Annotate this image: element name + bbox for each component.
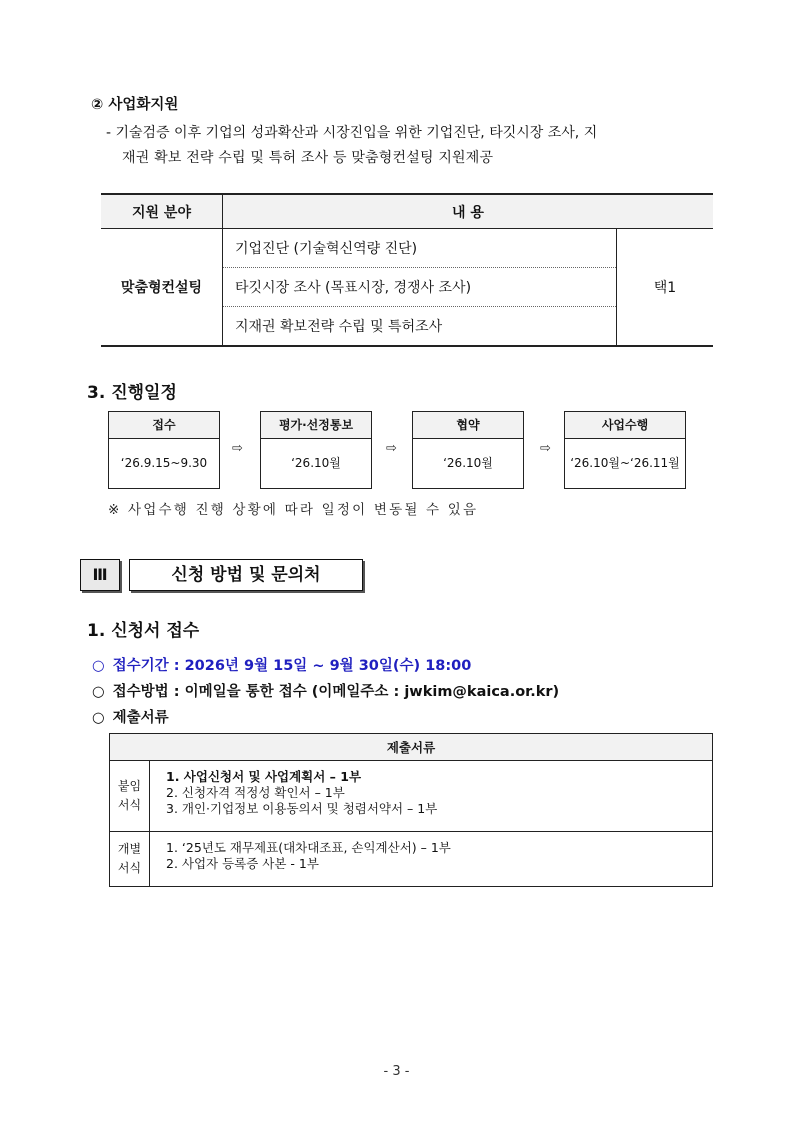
method-text: 접수방법 : 이메일을 통한 접수 (이메일주소 : jwkim@kaica.or.kr) [112,684,560,700]
support-table [101,193,713,347]
schedule-note: ※ 사업수행 진행 상황에 따라 일정이 변동될 수 있음 [108,502,479,518]
period-text: 접수기간 : 2026년 9월 15일 ~ 9월 30일(수) 18:00 [112,658,472,674]
section-description-line2: 재권 확보 전략 수립 및 특허 조사 등 맞춤형컨설팅 지원제공 [122,150,494,166]
circle-bullet-icon: ○ [92,658,105,674]
step-date: ‘26.10월 [291,456,341,470]
section-description-line1: - 기술검증 이후 기업의 성과확산과 시장진입을 위한 기업진단, 타깃시장 조사, 지 [106,125,598,141]
schedule-step [260,411,372,489]
table-header-content: 내 용 [223,194,714,229]
step-label: 접수 [109,412,219,439]
table-row [110,832,713,887]
circle-bullet-icon: ○ [92,684,105,700]
doc-item: 3. 개인·기업정보 이용동의서 및 청렴서약서 – 1부 [166,801,438,816]
section-title-box: 신청 방법 및 문의처 [129,559,363,591]
content-item: 타깃시장 조사 (목표시장, 경쟁사 조사) [223,268,617,307]
docs-table-header: 제출서류 [110,734,713,761]
step-date: ‘26.10월 [443,456,493,470]
section-heading: ② 사업화지원 [91,97,179,113]
row-items [150,761,713,832]
docs-bullet [92,706,169,727]
row-label-line: 서식 [117,798,142,812]
period-bullet [92,654,471,675]
row-label-line: 붙임 [117,779,142,793]
row-label [110,832,150,887]
field-cell: 맞춤형컨설팅 [101,229,223,347]
table-row [110,761,713,832]
circle-bullet-icon: ○ [92,710,105,726]
doc-item: 2. 사업자 등록증 사본 - 1부 [166,856,319,871]
row-label-line: 서식 [117,861,142,875]
step-label: 평가·선정통보 [261,412,371,439]
row-label-line: 개별 [117,842,142,856]
step-label: 사업수행 [565,412,685,439]
step-date: ‘26.9.15~9.30 [120,456,208,470]
content-item: 지재권 확보전략 수립 및 특허조사 [223,307,617,347]
docs-text: 제출서류 [112,710,169,726]
step-label: 협약 [413,412,523,439]
arrow-right-icon: ⇨ [232,441,243,456]
docs-table [109,733,713,887]
arrow-right-icon: ⇨ [540,441,551,456]
step-date: ‘26.10월~‘26.11월 [570,456,680,470]
table-header-field: 지원 분야 [101,194,223,229]
content-item: 기업진단 (기술혁신역량 진단) [223,229,617,268]
page-number: - 3 - [383,1064,410,1079]
schedule-step [564,411,686,489]
method-bullet [92,680,559,701]
row-label [110,761,150,832]
schedule-title: 3. 진행일정 [87,383,177,403]
row-items [150,832,713,887]
schedule-step [412,411,524,489]
doc-item: 2. 신청자격 적정성 확인서 – 1부 [166,785,345,800]
apply-title: 1. 신청서 접수 [87,621,200,641]
doc-item: 1. ‘25년도 재무제표(대차대조표, 손익계산서) – 1부 [166,840,451,855]
schedule-step [108,411,220,489]
section-number-badge: Ⅲ [80,559,120,591]
choice-cell: 택1 [617,229,714,347]
arrow-right-icon: ⇨ [386,441,397,456]
doc-item: 1. 사업신청서 및 사업계획서 – 1부 [166,769,362,784]
